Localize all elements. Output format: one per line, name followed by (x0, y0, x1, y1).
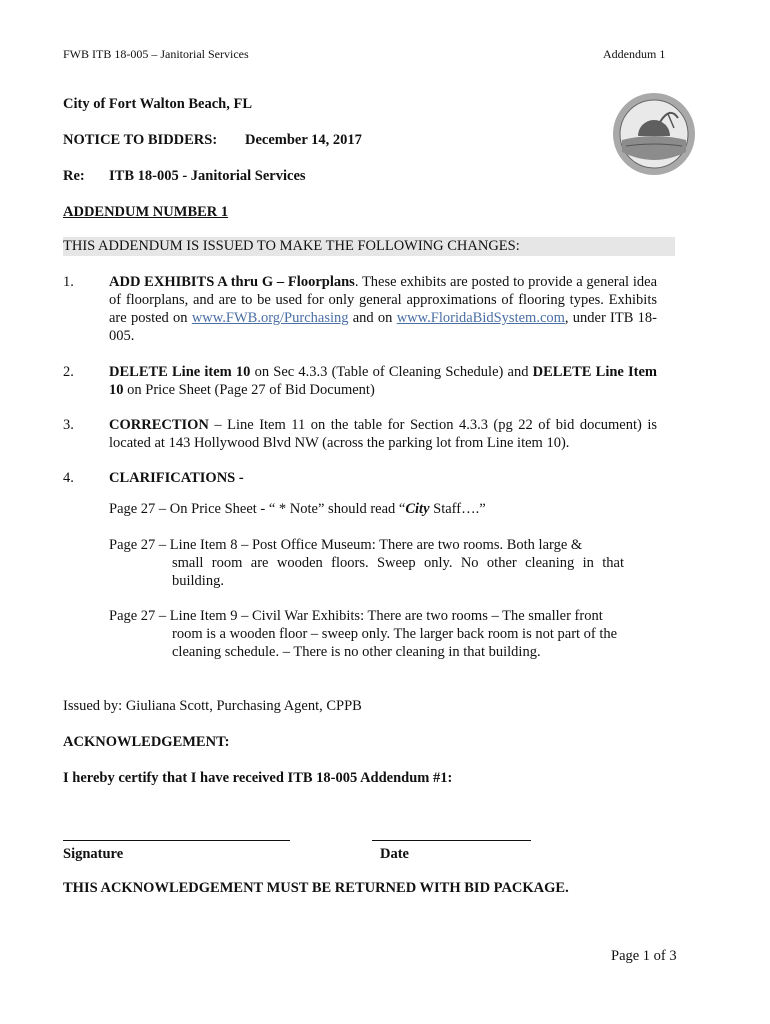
item-4-heading: CLARIFICATIONS - (109, 470, 244, 486)
acknowledgement-heading: ACKNOWLEDGEMENT: (63, 734, 230, 750)
florida-bid-system-link[interactable]: www.FloridaBidSystem.com (396, 310, 565, 326)
city-title: City of Fort Walton Beach, FL (63, 96, 253, 112)
issued-by: Issued by: Giuliana Scott, Purchasing Agent, CPPB (63, 698, 362, 714)
signature-label: Signature (63, 846, 124, 862)
re-label: Re: (63, 168, 85, 184)
item-3-text: CORRECTION – Line Item 11 on the table for Section 4.3.3 (pg 22 of bid document) is located at 143 Hollywood Blvd NW (across the parking lot from Line item 10). (109, 417, 657, 451)
addendum-heading: ADDENDUM NUMBER 1 (63, 204, 229, 220)
item-3-number: 3. (63, 417, 74, 433)
clarification-2: Page 27 – Line Item 8 – Post Office Museum: There are two rooms. Both large & small room are wooden floors. Sweep only. No other cleaning in that building. (109, 537, 624, 589)
certify-statement: I hereby certify that I have received ITB 18-005 Addendum #1: (63, 770, 453, 786)
date-label: Date (380, 846, 409, 862)
item-2-number: 2. (63, 364, 74, 380)
item-1-bold: ADD EXHIBITS A thru G – Floorplans (109, 274, 355, 290)
header-right: Addendum 1 (603, 47, 666, 61)
header-left: FWB ITB 18-005 – Janitorial Services (63, 47, 249, 61)
city-seal-icon (612, 92, 696, 176)
date-line[interactable] (372, 840, 531, 841)
clarification-3: Page 27 – Line Item 9 – Civil War Exhibits: There are two rooms – The smaller front room is a wooden floor – sweep only. The larger back room is not part of the cleaning schedule. – There is no other cleaning in that building. (109, 608, 618, 660)
intro-banner (63, 237, 675, 256)
intro-text: THIS ADDENDUM IS ISSUED TO MAKE THE FOLLOWING CHANGES: (63, 238, 520, 254)
re-text: ITB 18-005 - Janitorial Services (109, 168, 306, 184)
item-4-number: 4. (63, 470, 74, 486)
signature-line[interactable] (63, 840, 290, 841)
notice-date: December 14, 2017 (245, 132, 362, 148)
return-notice: THIS ACKNOWLEDGEMENT MUST BE RETURNED WITH BID PACKAGE. (63, 880, 569, 896)
clarification-1: Page 27 – On Price Sheet - “ * Note” should read “City Staff….” (109, 501, 486, 517)
item-1-text: ADD EXHIBITS A thru G – Floorplans. These exhibits are posted to provide a general idea of floorplans, and are to be used for only general approximations of flooring types. Exhibits are posted on www.FWB.org/Purchasing and on www.FloridaBidSystem.com, under ITB 18-005. (109, 274, 658, 344)
item-2-text: DELETE Line item 10 on Sec 4.3.3 (Table of Cleaning Schedule) and DELETE Line Item 10 on Price Sheet (Page 27 of Bid Document) (109, 364, 658, 398)
page-number: Page 1 of 3 (611, 948, 677, 964)
item-1-number: 1. (63, 274, 74, 290)
notice-label: NOTICE TO BIDDERS: (63, 132, 218, 148)
fwb-purchasing-link[interactable]: www.FWB.org/Purchasing (191, 310, 349, 326)
